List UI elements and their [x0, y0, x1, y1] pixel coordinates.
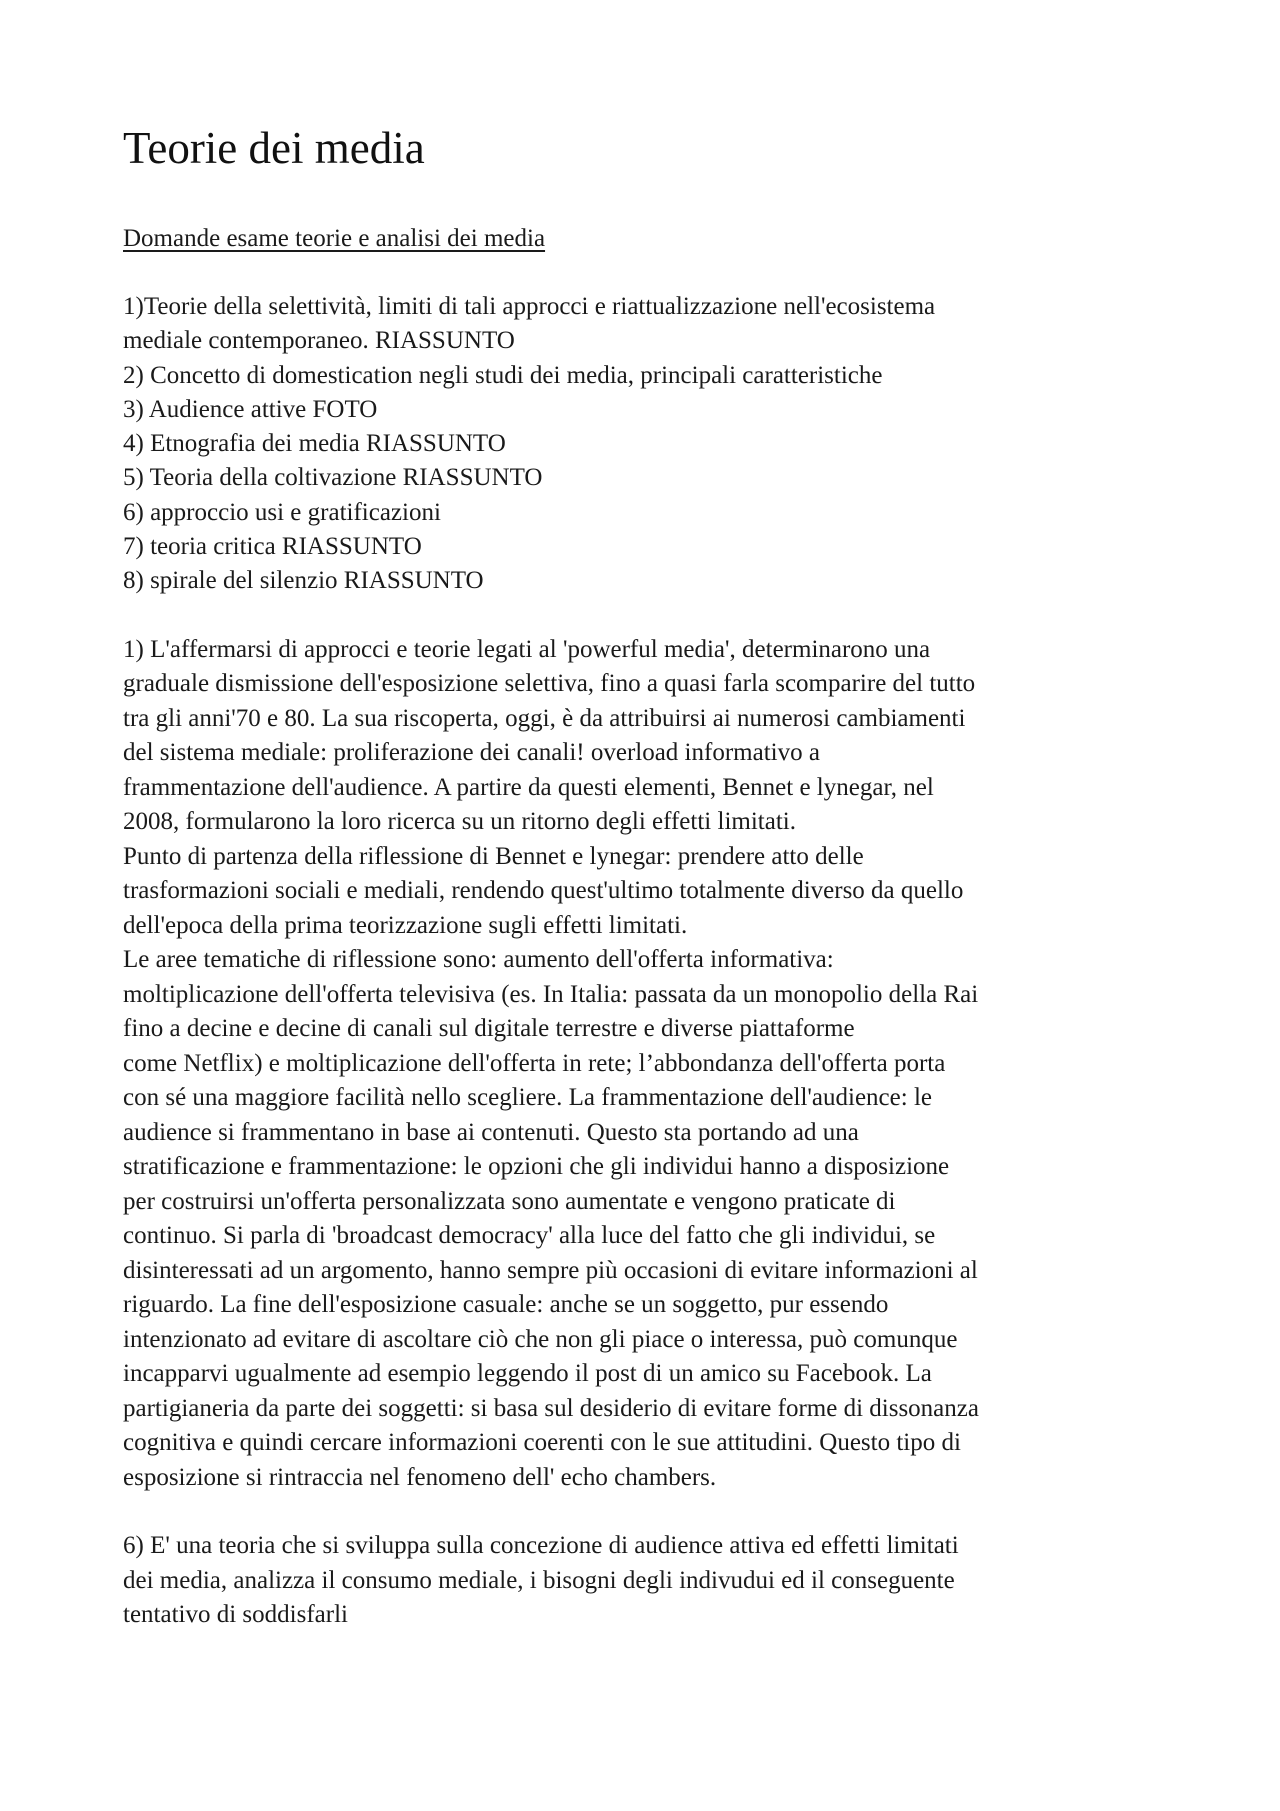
- answer-line: Le aree tematiche di riflessione sono: aumento dell'offerta informativa:: [123, 946, 834, 974]
- question-item: 4) Etnografia dei media RIASSUNTO: [123, 430, 506, 458]
- answer-line: frammentazione dell'audience. A partire da questi elementi, Bennet e lynegar, nel: [123, 773, 934, 801]
- answer-line: incapparvi ugualmente ad esempio leggendo il post di un amico su Facebook. La: [123, 1360, 932, 1388]
- answer-line: partigianeria da parte dei soggetti: si basa sul desiderio di evitare forme di dissonanza: [123, 1394, 979, 1422]
- question-line: 1)Teorie della selettività, limiti di tali approcci e riattualizzazione nell'ecosistema: [123, 293, 936, 320]
- answer-line: intenzionato ad evitare di ascoltare ciò che non gli piace o interessa, può comunque: [123, 1325, 958, 1353]
- question-line: mediale contemporaneo. RIASSUNTO: [123, 327, 515, 355]
- answer-line: esposizione si rintraccia nel fenomeno dell' echo chambers.: [123, 1463, 717, 1491]
- answer-line: per costruirsi un'offerta personalizzata sono aumentate e vengono praticate di: [123, 1187, 896, 1215]
- answer-line: tra gli anni'70 e 80. La sua riscoperta, oggi, è da attribuirsi ai numerosi cambiamenti: [123, 704, 966, 732]
- answer-line: moltiplicazione dell'offerta televisiva (es. In Italia: passata da un monopolio della Rai: [123, 980, 979, 1008]
- document-subtitle: Domande esame teorie e analisi dei media: [123, 225, 546, 252]
- question-item: 6) approccio usi e gratificazioni: [123, 498, 441, 526]
- answer-line: del sistema mediale: proliferazione dei canali! overload informativo a: [123, 739, 820, 767]
- question-item: 7) teoria critica RIASSUNTO: [123, 533, 422, 561]
- answer-line: Punto di partenza della riflessione di Bennet e lynegar: prendere atto delle: [123, 842, 864, 870]
- answer-line: trasformazioni sociali e mediali, rendendo quest'ultimo totalmente diverso da quello: [123, 877, 964, 905]
- answer-line: audience si frammentano in base ai contenuti. Questo sta portando ad una: [123, 1118, 859, 1146]
- answer-line: con sé una maggiore facilità nello scegliere. La frammentazione dell'audience: le: [123, 1084, 932, 1112]
- answer-line: fino a decine e decine di canali sul digitale terrestre e diverse piattaforme: [123, 1015, 855, 1043]
- question-item: [123, 290, 1173, 359]
- answer-1-paragraph: [123, 633, 1173, 1496]
- answer-line: dei media, analizza il consumo mediale, i bisogni degli indivudui ed il conseguente: [123, 1566, 955, 1594]
- answer-line: graduale dismissione dell'esposizione selettiva, fino a quasi farla scomparire del tutto: [123, 670, 976, 698]
- answer-line: 1) L'affermarsi di approcci e teorie legati al 'powerful media', determinarono una: [123, 635, 931, 663]
- answer-line: 2008, formularono la loro ricerca su un ritorno degli effetti limitati.: [123, 808, 796, 836]
- question-item: 3) Audience attive FOTO: [123, 395, 378, 423]
- question-item: 5) Teoria della coltivazione RIASSUNTO: [123, 464, 543, 492]
- answer-6-paragraph: [123, 1529, 1173, 1633]
- questions-list: [123, 290, 1173, 599]
- answer-line: stratificazione e frammentazione: le opzioni che gli individui hanno a disposizione: [123, 1153, 950, 1181]
- question-item: 2) Concetto di domestication negli studi dei media, principali caratteristiche: [123, 361, 883, 389]
- answer-line: dell'epoca della prima teorizzazione sugli effetti limitati.: [123, 911, 688, 939]
- answer-line: cognitiva e quindi cercare informazioni coerenti con le sue attitudini. Questo tipo di: [123, 1429, 961, 1457]
- question-item: 8) spirale del silenzio RIASSUNTO: [123, 567, 484, 595]
- answer-line: 6) E' una teoria che si sviluppa sulla concezione di audience attiva ed effetti limitati: [123, 1532, 959, 1560]
- page-title: Teorie dei media: [123, 123, 425, 173]
- answer-line: disinteressati ad un argomento, hanno sempre più occasioni di evitare informazioni al: [123, 1256, 978, 1284]
- answer-line: come Netflix) e moltiplicazione dell'offerta in rete; l’abbondanza dell'offerta porta: [123, 1049, 946, 1077]
- document-page: [123, 118, 1173, 1667]
- answer-line: riguardo. La fine dell'esposizione casuale: anche se un soggetto, pur essendo: [123, 1291, 889, 1319]
- answer-line: tentativo di soddisfarli: [123, 1601, 348, 1629]
- answer-line: continuo. Si parla di 'broadcast democracy' alla luce del fatto che gli individui, se: [123, 1222, 936, 1250]
